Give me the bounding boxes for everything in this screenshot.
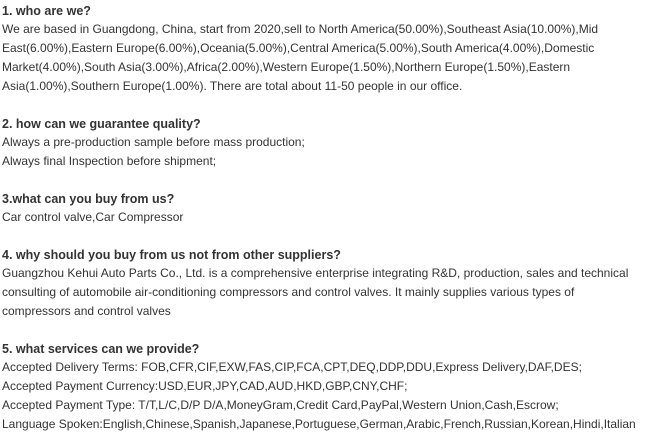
faq-answer-line: Always a pre-production sample before mass production;	[2, 135, 305, 149]
faq-section-services	[2, 340, 650, 434]
faq-section-who-are-we	[2, 2, 650, 96]
faq-answer-line: Car control valve,Car Compressor	[2, 210, 184, 224]
faq-answer-line: Guangzhou Kehui Auto Parts Co., Ltd. is a comprehensive enterprise integrating R&D, production, sales and technical	[2, 266, 629, 280]
faq-answer-line: consulting of automobile air-conditioning compressors and control valves. It mainly supplies various types of	[2, 285, 575, 299]
faq-answer-line: East(6.00%),Eastern Europe(6.00%),Oceania(5.00%),Central America(5.00%),South America(4.00%),Domestic	[2, 41, 595, 55]
faq-section-products	[2, 190, 650, 227]
faq-answer-line: Accepted Payment Currency:USD,EUR,JPY,CAD,AUD,HKD,GBP,CNY,CHF;	[2, 379, 408, 393]
faq-answer-line: Accepted Payment Type: T/T,L/C,D/P D/A,MoneyGram,Credit Card,PayPal,Western Union,Cash,Escrow;	[2, 398, 559, 412]
faq-answer-line: Market(4.00%),South Asia(3.00%),Africa(2.00%),Western Europe(1.50%),Northern Europe(1.50%),Eastern	[2, 60, 571, 74]
faq-question: 2. how can we guarantee quality?	[2, 117, 201, 131]
faq-answer-line: Language Spoken:English,Chinese,Spanish,Japanese,Portuguese,German,Arabic,French,Russian,Korean,Hindi,Italian	[2, 417, 636, 431]
faq-answer-line: We are based in Guangdong, China, start from 2020,sell to North America(50.00%),Southeast Asia(10.00%),Mid	[2, 22, 599, 36]
faq-answer-line: compressors and control valves	[2, 304, 171, 318]
faq-section-quality	[2, 115, 650, 171]
faq-section-why-us	[2, 246, 650, 321]
faq-question: 1. who are we?	[2, 4, 91, 18]
faq-question: 5. what services can we provide?	[2, 342, 200, 356]
faq-answer-line: Asia(1.00%),Southern Europe(1.00%). There are total about 11-50 people in our office.	[2, 79, 463, 93]
faq-question: 3.what can you buy from us?	[2, 192, 175, 206]
faq-answer-line: Always final Inspection before shipment;	[2, 154, 217, 168]
faq-answer-line: Accepted Delivery Terms: FOB,CFR,CIF,EXW,FAS,CIP,FCA,CPT,DEQ,DDP,DDU,Express Delivery,DAF,DES;	[2, 360, 582, 374]
faq-question: 4. why should you buy from us not from other suppliers?	[2, 248, 341, 262]
